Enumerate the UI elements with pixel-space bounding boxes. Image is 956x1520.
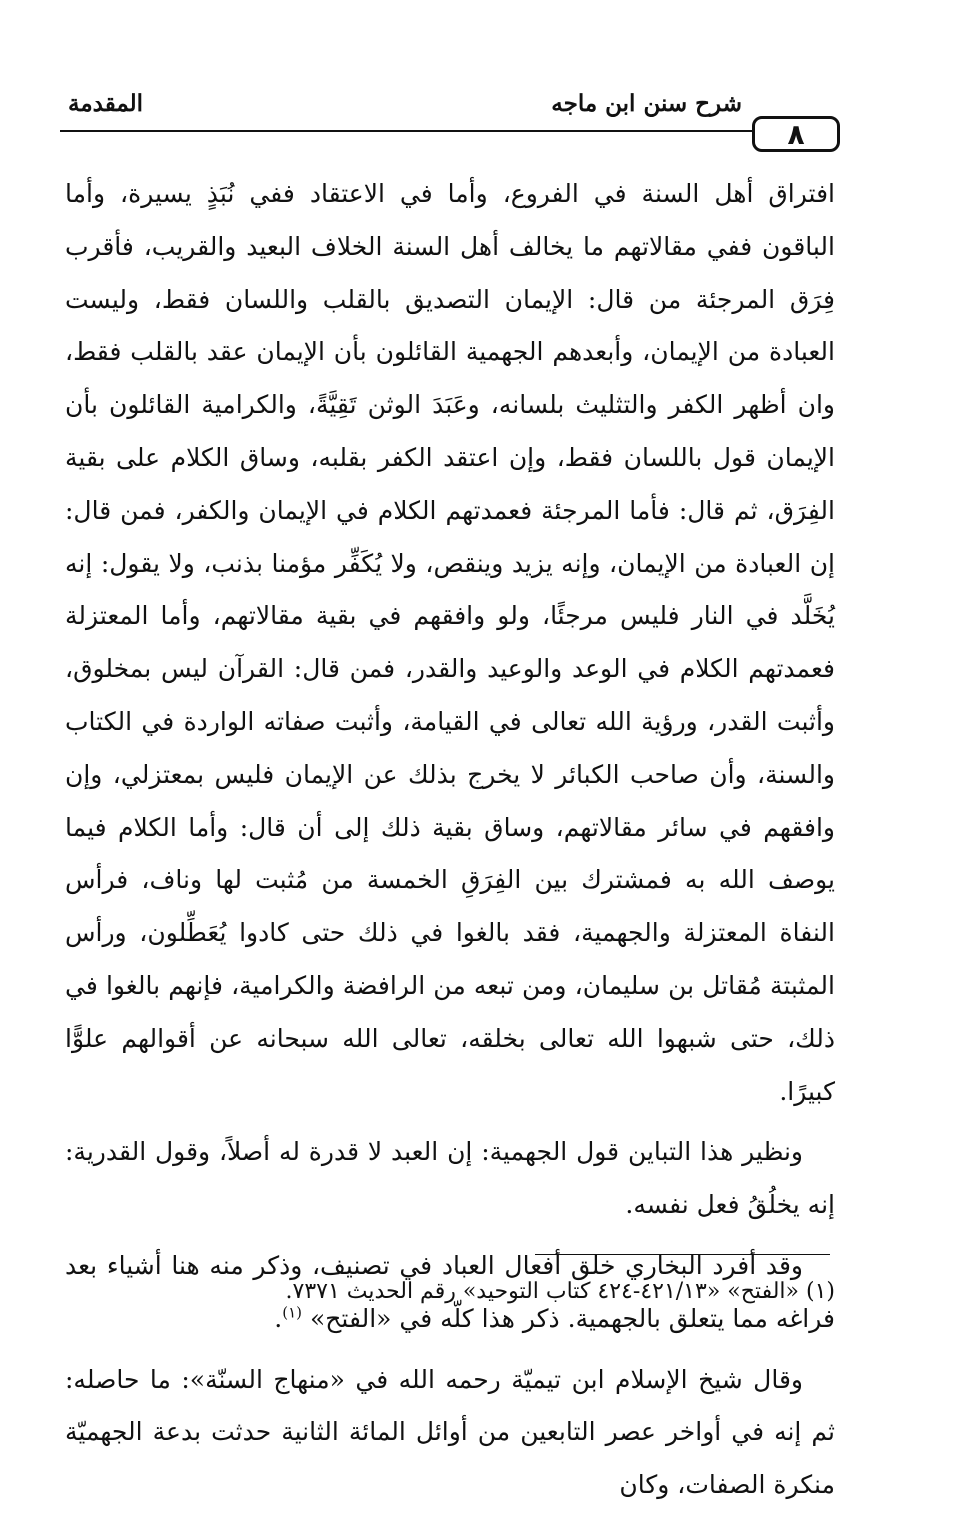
footnote-marker: (١) xyxy=(805,1279,835,1304)
footnote-rule xyxy=(535,1254,830,1255)
footnote-text: «الفتح» «٤٢١/١٣-٤٢٤ كتاب التوحيد» رقم الحديث ٧٣٧١. xyxy=(285,1279,799,1304)
paragraph-1: افتراق أهل السنة في الفروع، وأما في الاعتقاد ففي نُبَذٍ يسيرة، وأما الباقون ففي مقالاتهم ما يخالف أهل السنة الخلاف البعيد والقريب، فأقرب فِرَق المرجئة من قال: الإيمان التصديق بالقلب واللسان فقط، وليست العبادة من الإيمان، وأبعدهم الجهمية القائلون بأن الإيمان عقد بالقلب فقط، وان أظهر الكفر والتثليث بلسانه، وعَبَدَ الوثن تَقِيَّةً، والكرامية القائلون بأن الإيمان قول باللسان فقط، وإن اعتقد الكفر بقلبه، وساق الكلام على بقية الفِرَق، ثم قال: فأما المرجئة فعمدتهم الكلام في الإيمان والكفر، فمن قال: إن العبادة من الإيمان، وإنه يزيد وينقص، ولا يُكَفِّر مؤمنا بذنب، ولا يقول: إنه يُخَلَّد في النار فليس مرجئًا، ولو وافقهم في بقية مقالاتهم، وأما المعتزلة فعمدتهم الكلام في الوعد والوعيد والقدر، فمن قال: القرآن ليس بمخلوق، وأثبت القدر، ورؤية الله تعالى في القيامة، وأثبت صفاته الواردة في الكتاب والسنة، وأن صاحب الكبائر لا يخرج بذلك عن الإيمان فليس بمعتزلي، وإن وافقهم في سائر مقالاتهم، وساق بقية ذلك إلى أن قال: وأما الكلام فيما يوصف الله به فمشترك بين الفِرَقِ الخمسة من مُثبت لها وناف، فرأس النفاة المعتزلة والجهمية، فقد بالغوا في ذلك حتى كادوا يُعَطِّلون، ورأس المثبتة مُقاتل بن سليمان، ومن تبعه من الرافضة والكرامية، فإنهم بالغوا في ذلك، حتى شبهوا الله تعالى بخلقه، تعالى الله سبحانه عن أقوالهم علوًّا كبيرًا. xyxy=(65,179,835,1106)
footnote-reference: (١) xyxy=(282,1303,303,1322)
paragraph-3-text: وقد أفرد البخاري خلق أفعال العباد في تصنيف، وذكر منه هنا أشياء بعد فراغه مما يتعلق بالجهمية. ذكر هذا كلّه في «الفتح» xyxy=(65,1250,835,1333)
book-title: شرح سنن ابن ماجه xyxy=(551,90,742,117)
footnote xyxy=(65,1275,835,1309)
paragraph-2: ونظير هذا التباين قول الجهمية: إن العبد لا قدرة له أصلاً، وقول القدرية: إنه يخلُقُ فعل نفسه. xyxy=(65,1137,835,1220)
paragraph-3-end: . xyxy=(274,1303,283,1333)
page-number: ٨ xyxy=(787,117,805,151)
page-header xyxy=(60,88,840,158)
header-rule xyxy=(60,130,752,132)
page-number-box xyxy=(752,116,840,152)
paragraph-4: وقال شيخ الإسلام ابن تيميّة رحمه الله في «منهاج السنّة»: ما حاصله: ثم إنه في أواخر عصر التابعين من أوائل المائة الثانية حدثت بدعة الجهميّة منكرة الصفات، وكان xyxy=(65,1364,835,1500)
section-title: المقدمة xyxy=(68,90,144,117)
body-text xyxy=(65,168,835,1520)
